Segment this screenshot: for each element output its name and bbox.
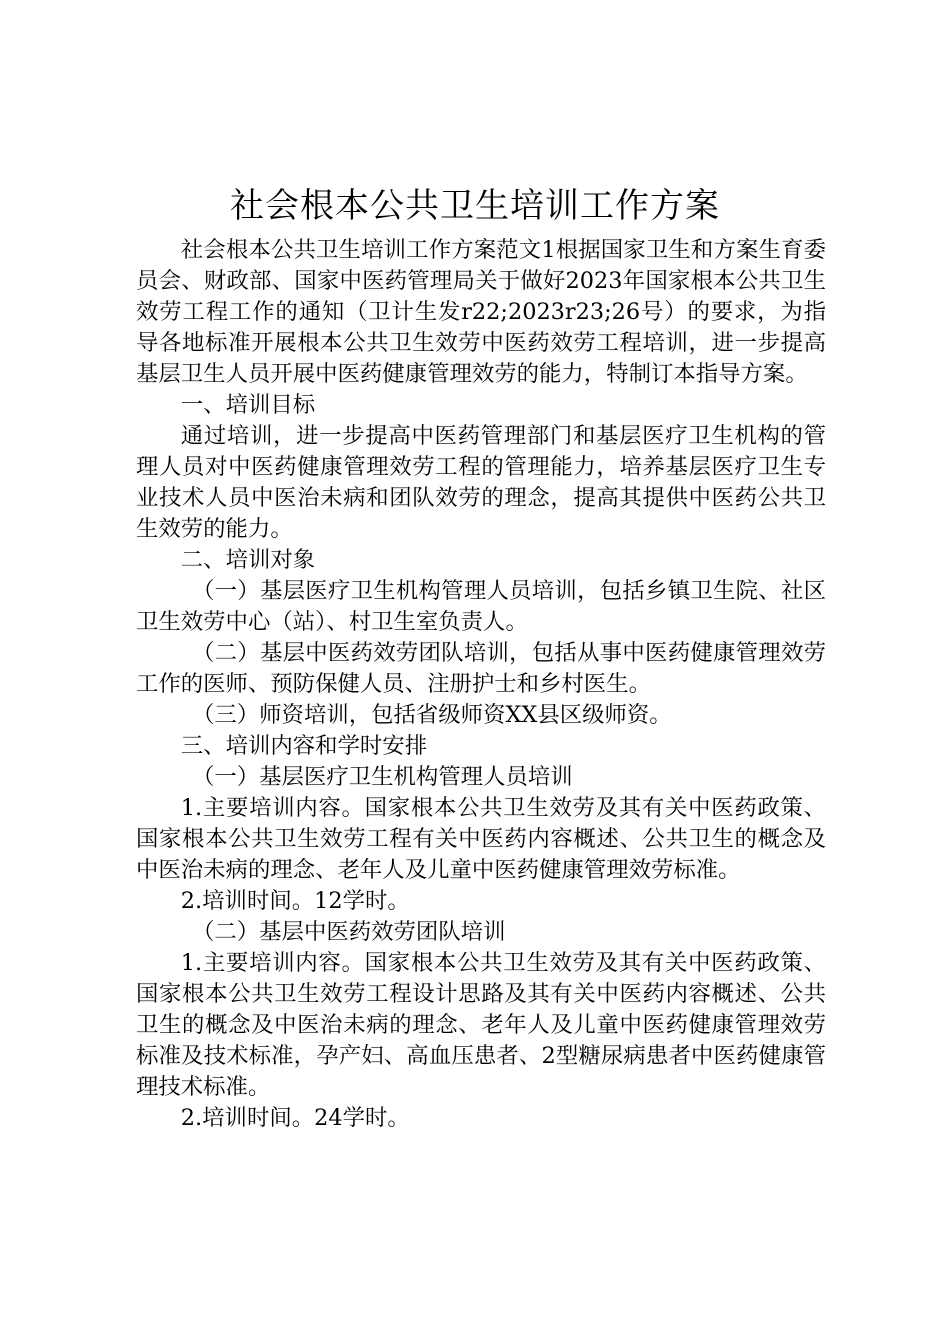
- paragraph-content-1-main: 1.主要培训内容。国家根本公共卫生效劳及其有关中医药政策、国家根本公共卫生效劳工程有关中医药内容概述、公共卫生的概念及中医治未病的理念、老年人及儿童中医药健康管理效劳标准。: [136, 795, 826, 883]
- paragraph-target-1: （一）基层医疗卫生机构管理人员培训，包括乡镇卫生院、社区卫生效劳中心（站）、村卫生室负责人。: [136, 578, 826, 635]
- heading-training-goal: 一、培训目标: [180, 392, 316, 418]
- paragraph-content-1-time: 2.培训时间。12学时。: [180, 888, 410, 914]
- paragraph-content-2-time: 2.培训时间。24学时。: [180, 1105, 410, 1131]
- document-title: 社会根本公共卫生培训工作方案: [230, 186, 720, 226]
- paragraph-intro: 社会根本公共卫生培训工作方案范文1根据国家卫生和方案生育委员会、财政部、国家中医药管理局关于做好2023年国家根本公共卫生效劳工程工作的通知（卫计生发r22;2023r23;26号）的要求，为指导各地标准开展根本公共卫生效劳中医药效劳工程培训，进一步提高基层卫生人员开展中医药健康管理效劳的能力，特制订本指导方案。: [136, 237, 826, 387]
- paragraph-target-2: （二）基层中医药效劳团队培训，包括从事中医药健康管理效劳工作的医师、预防保健人员、注册护士和乡村医生。: [136, 640, 826, 697]
- paragraph-content-2-main: 1.主要培训内容。国家根本公共卫生效劳及其有关中医药政策、国家根本公共卫生效劳工程设计思路及其有关中医药内容概述、公共卫生的概念及中医治未病的理念、老年人及儿童中医药健康管理效劳标准及技术标准，孕产妇、高血压患者、2型糖尿病患者中医药健康管理技术标准。: [136, 950, 826, 1100]
- subheading-content-2: （二）基层中医药效劳团队培训: [192, 919, 506, 945]
- subheading-content-1: （一）基层医疗卫生机构管理人员培训: [192, 764, 573, 790]
- heading-training-content: 三、培训内容和学时安排: [180, 733, 428, 759]
- heading-training-target: 二、培训对象: [180, 547, 316, 573]
- document-body: [136, 235, 826, 1134]
- paragraph-target-3: （三）师资培训，包括省级师资XX县区级师资。: [192, 702, 672, 728]
- paragraph-training-goal: 通过培训，进一步提高中医药管理部门和基层医疗卫生机构的管理人员对中医药健康管理效劳工程的管理能力，培养基层医疗卫生专业技术人员中医治未病和团队效劳的理念，提高其提供中医药公共卫生效劳的能力。: [136, 423, 826, 542]
